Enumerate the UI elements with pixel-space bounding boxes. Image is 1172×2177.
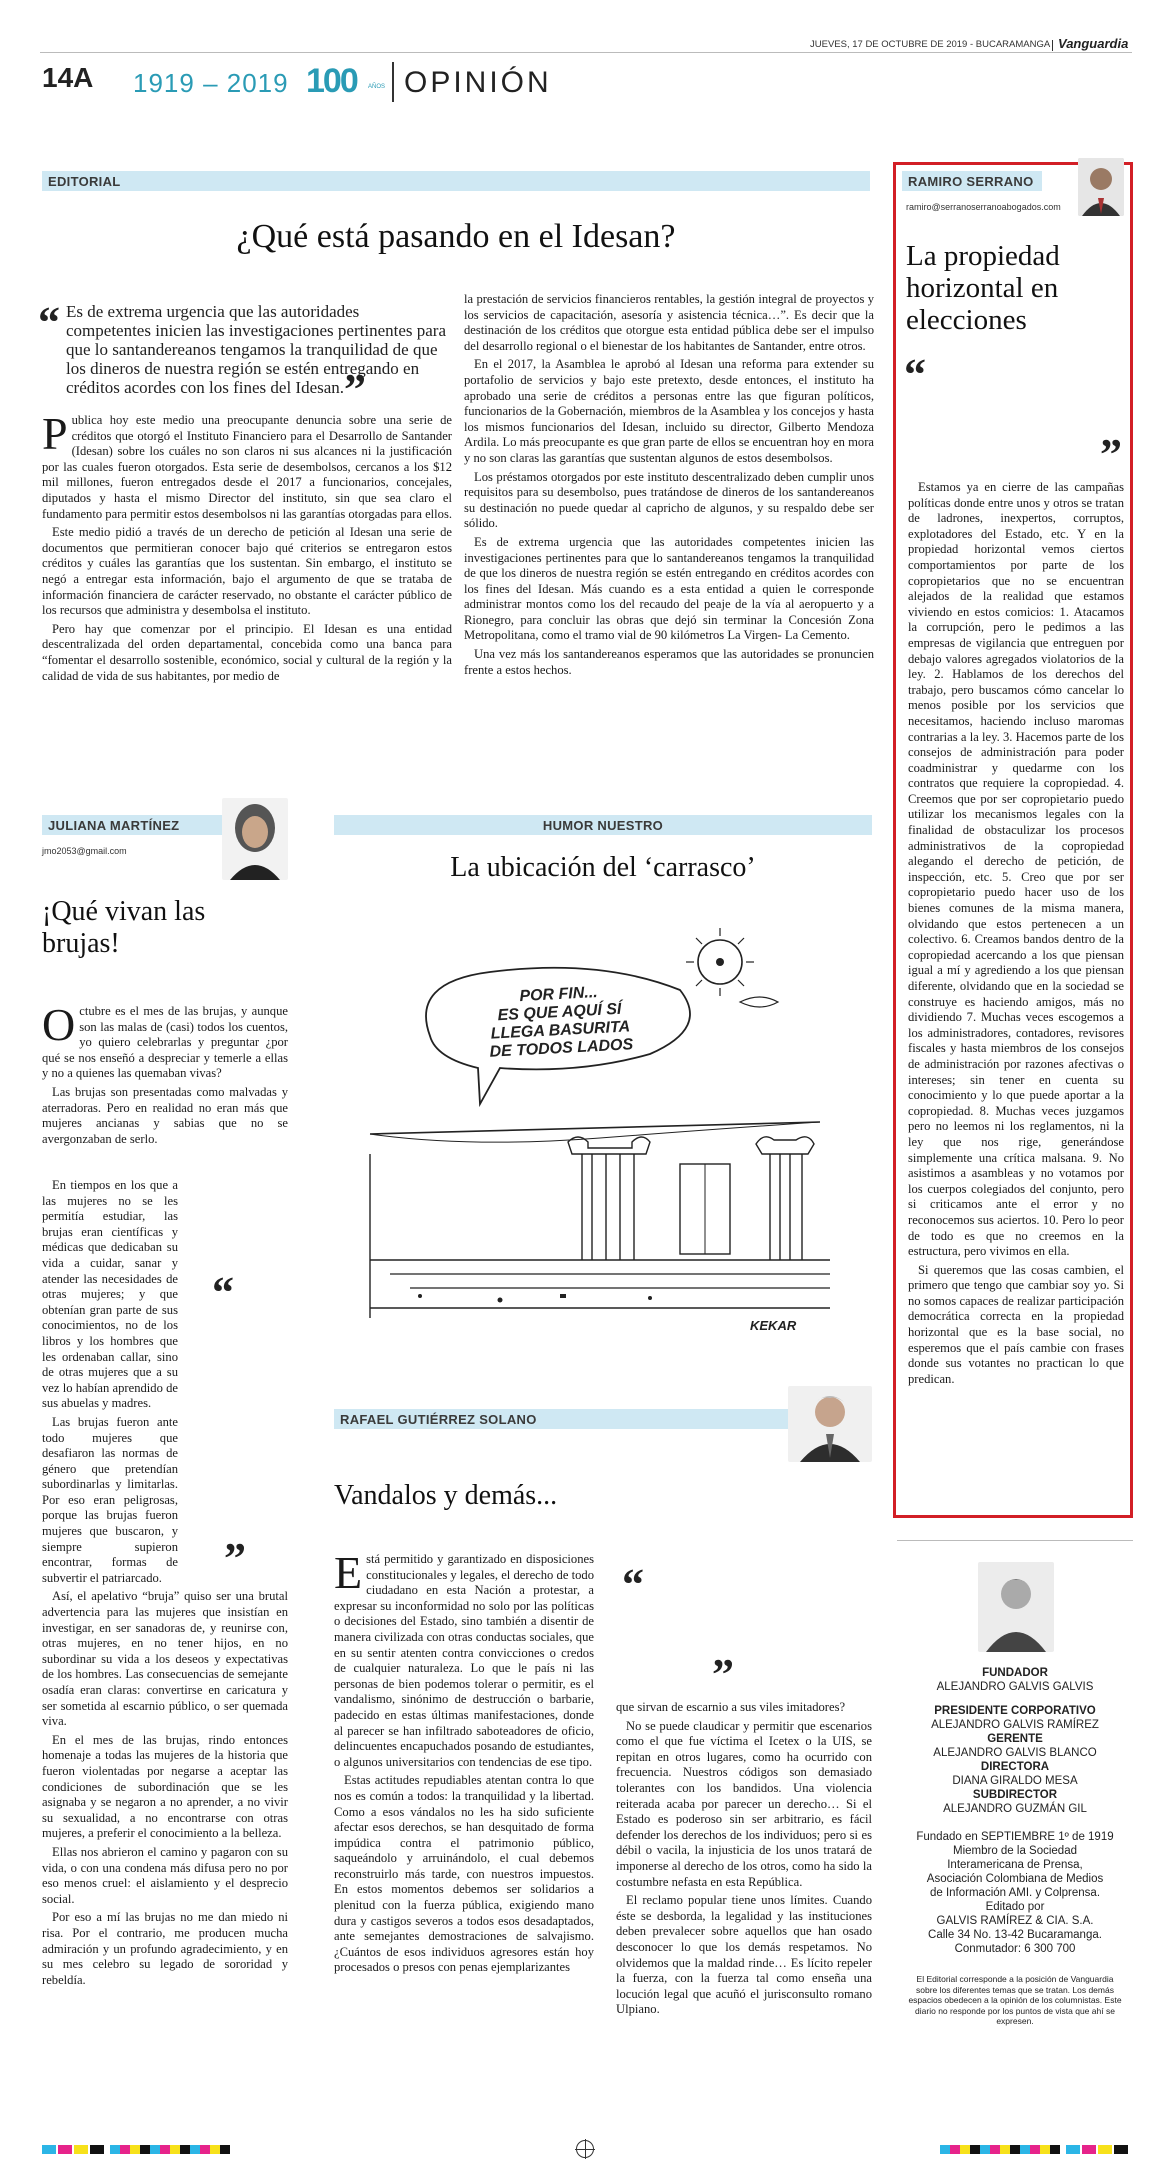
print-color-bars: [0, 2140, 1172, 2160]
solano-paragraph: El reclamo popular tiene unos límites. Cuando éste se desborda, la legalidad y las instituciones deben prevalecer sobre aquellos que han osado desconocer lo que los demás respetamos. No olvidemos que la maldad rinde… Es lícito repeler la fuerza, con la fuerza tal como enseña una locución legal que acuñó el jurisconsulto romano Ulpiano.: [616, 1893, 872, 2017]
member-line-1: Miembro de la Sociedad: [952, 1845, 1077, 1857]
martinez-avatar: [222, 798, 288, 880]
martinez-dropcap: O: [42, 999, 76, 1050]
humor-title: La ubicación del ‘carrasco’: [450, 852, 756, 883]
editorial-paragraph: Los préstamos otorgados por este instituto descentralizado deben cumplir unos requisitos para su desembolso, pues tratándose de dineros de los santandereanos su destinación no puede quedar al capricho de algunos, y su respaldo debe ser sólido.: [464, 469, 874, 531]
editorial-paragraph: Pero hay que comenzar por el principio. El Idesan es una entidad descentralizada del orden departamental, concebida como una banca para “fomentar el desarrollo sostenible, económico, social y cultural de la región y la calidad de vida de sus habitantes, por medio de: [42, 621, 452, 683]
solano-p1: stá permitido y garantizado en disposiciones constitucionales y legales, el derecho de todo ciudadano en esta Nación a protestar, a expresar su inconformidad no solo por las políticas o decisiones del Estado, sino también a disentir de manera civilizada con otras conductas sociales, que en su sentir atenten contra convicciones o credos de cualquier naturaleza. Lo que le país ni las personas de bien podemos tolerar o permitir, es el vandalismo, sinónimo de destrucción o barbarie, padecido en estas últimas manifestaciones, donde al parecer se han infiltrado saboteadores de oficio, delincuentes encapuchados posando de estudiantes, o algunos universitarios con tendencias de ese tipo.: [334, 1552, 594, 1769]
director-name: DIANA GIRALDO MESA: [952, 1775, 1078, 1787]
martinez-paragraph: En el mes de las brujas, rindo entonces homenaje a todas las mujeres de la historia que fueron violentadas por negarse a aceptar las condiciones de subordinación que se les asignaba y se negaron a no aprender, a no vivir su sexualidad, a no encontrarse con otras mujeres, a preferir el conocimiento a la belleza.: [42, 1732, 288, 1841]
serrano-close-quote-icon: ”: [1100, 430, 1122, 479]
editorial-label: EDITORIAL: [48, 173, 121, 189]
solano-close-quote-icon: ”: [712, 1650, 734, 1699]
editorial-paragraph: Una vez más los santandereanos esperamos que las autoridades se pronuncien frente a estos hechos.: [464, 647, 874, 677]
masthead: [897, 1666, 1133, 2027]
member-line-2: Interamericana de Prensa,: [947, 1859, 1083, 1871]
dateline: JUEVES, 17 DE OCTUBRE DE 2019 - BUCARAMANGA: [810, 39, 1051, 50]
phone-line: Conmutador: 6 300 700: [954, 1943, 1076, 1955]
serrano-paragraph: Si queremos que las cosas cambien, el primero que tengo que cambiar soy yo. Si no somos capaces de realizar participación democrática correcta en la propiedad horizontal que es la base social, no esperemos que el país cambie con frases donde sus votantes no practican lo que predican.: [908, 1262, 1124, 1386]
color-bar-black: [90, 2145, 104, 2154]
color-bar-yellow: [74, 2145, 88, 2154]
serrano-avatar: [1078, 158, 1124, 216]
member-line-3: Asociación Colombiana de Medios: [926, 1873, 1104, 1885]
editorial-paragraph: Este medio pidió a través de un derecho de petición al Idesan una serie de documentos que permitieran conocer bajo qué criterios se entregaron estos créditos y cuáles las garantías que los sustentan. Sin embargo, el instituto se negó a entregar esta información, bajo el argumento de que se trataba de información financiera de carácter reservado, no obstante el carácter público de los recursos que administra y desembolsa el instituto.: [42, 525, 452, 618]
subdirector-name: ALEJANDRO GUZMÁN GIL: [943, 1803, 1087, 1815]
color-bar-magenta: [58, 2145, 72, 2154]
manager-name: ALEJANDRO GALVIS BLANCO: [933, 1747, 1097, 1759]
cartoon-image: [350, 918, 850, 1346]
solano-paragraph: Estas actitudes repudiables atentan contra lo que nos es común a todos: la tranquilidad y la libertad. Como a esos vándalos no les ha sido suficiente afectar esos derechos, se han desquitado de forma impúdica contra el patrimonio público, saqueándolo y arruinándolo, el cual debemos reconstruirlo más tarde, con nuestros impuestos. En estos momentos debemos ser solidarios a plenitud con la fuerza pública, exigiendo mano dura y castigos severos a todos esos desadaptados, ante semejantes demostraciones de salvajismo. ¿Cuántos de esos individuos agresores están hoy procesados o presos con penas ejemplarizantes: [334, 1773, 594, 1975]
solano-open-quote-icon: “: [622, 1560, 644, 1609]
editorial-paragraph: Es de extrema urgencia que las autoridades competentes inicien las investigaciones pertinentes para que lo santandereanos tengamos la tranquilidad de que los dineros de nuestra región se estén entregando en créditos acordes con los fines del Idesan. Más cuando es a esta entidad a quien le corresponde administrar montos como los del recaudo del peaje de la vía al aeropuerto y a Rionegro, para concluir las obras que dejó sin terminar la Concesión Zona Metropolitana, como el tramo vial de 90 kilómetros La Virgen- La Cemento.: [464, 534, 874, 643]
header-rule: [40, 52, 1132, 53]
solano-dropcap: E: [334, 1547, 363, 1598]
close-quote-icon: ”: [344, 365, 366, 414]
section-title: OPINIÓN: [404, 66, 552, 99]
serrano-body: [908, 480, 1124, 1390]
manager-label: GERENTE: [987, 1733, 1043, 1745]
martinez-paragraph: Así, el apelativo “bruja” quiso ser una brutal advertencia para las mujeres que insistían en investigar, en ser sanadoras de, y reunirse con, otras mujeres, en no tener hijos, en no subordinar su vida a los deseos y expectativas de los hombres. Las consecuencias de semejante osadía eran claras: convertirse en caricatura y ser sometida al escarnio público, o ser quemada viva.: [42, 1589, 288, 1729]
section-divider: [392, 62, 394, 102]
page-number: 14A: [42, 62, 94, 93]
martinez-paragraph: Ellas nos abrieron el camino y pagaron con su vida, o con una condena más difusa pero no por eso menos cruel: el aislamiento y el desprecio social.: [42, 1844, 288, 1906]
editorial-title: ¿Qué está pasando en el Idesan?: [236, 218, 676, 255]
martinez-paragraph: [42, 999, 288, 1082]
masthead-rule: [897, 1540, 1133, 1541]
founder-portrait: [978, 1562, 1054, 1652]
member-line-4: de Información AMI. y Colprensa.: [929, 1887, 1101, 1899]
editorial-label-bar: [42, 171, 870, 191]
president-label: PRESIDENTE CORPORATIVO: [934, 1705, 1096, 1717]
martinez-open-quote-icon: “: [212, 1268, 234, 1317]
color-bar-strip-left: [110, 2145, 230, 2154]
solano-column-2: [616, 1700, 872, 2021]
martinez-author: JULIANA MARTÍNEZ: [48, 817, 180, 833]
bubble-line-2: ES QUE AQUÍ SÍ: [497, 1000, 622, 1025]
color-bar-black-right: [1114, 2145, 1128, 2154]
color-bar-yellow-right: [1098, 2145, 1112, 2154]
anniversary-word: AÑOS: [368, 84, 386, 90]
humor-label: HUMOR NUESTRO: [542, 817, 664, 833]
bubble-line-4: DE TODOS LADOS: [489, 1036, 634, 1061]
martinez-p1: ctubre es el mes de las brujas, y aunque son las malas de (casi) todos los cuentos, yo quiero celebrarlas y preguntar ¿por qué se nos enseñó a despreciar y temerle a ellas y no a quienes las quemaban vivas?: [42, 1004, 288, 1081]
editorial-column-1: [38, 298, 453, 687]
editorial-column-2: [464, 292, 874, 681]
bubble-line-3: LLEGA BASURITA: [490, 1018, 631, 1043]
humor-label-bar: [334, 815, 872, 835]
anniversary-years: 1919 – 2019: [133, 68, 289, 98]
serrano-author: RAMIRO SERRANO: [908, 173, 1034, 189]
director-label: DIRECTORA: [980, 1761, 1050, 1773]
serrano-title: La propiedad horizontal en elecciones: [906, 240, 1060, 336]
martinez-paragraph: Las brujas son presentadas como malvadas y aterradoras. Pero en realidad no eran más que mujeres ancianas y sabias que no se avergonzaban de serlo.: [42, 1084, 288, 1146]
martinez-paragraph: En tiempos en los que a las mujeres no se les permitía estudiar, las brujas eran científicas y médicas que dedicaban su vida a cuidar, sanar y atender las necesidades de otras mujeres; y que obtenían gran parte de sus conocimientos, no de los libros y los hombres que les ordenaban callar, sino de otras mujeres que a su vez lo habían aprendido de sus abuelas y madres.: [42, 1178, 178, 1411]
solano-label-bar: [334, 1409, 804, 1429]
color-bar-magenta-right: [1082, 2145, 1096, 2154]
solano-paragraph: [334, 1547, 594, 1770]
martinez-body-top: [42, 999, 288, 1150]
martinez-close-quote-icon: ”: [224, 1534, 246, 1583]
serrano-email: ramiro@serranoserranoabogados.com: [906, 202, 1061, 212]
subdirector-label: SUBDIRECTOR: [972, 1789, 1058, 1801]
anniversary-number: 100: [306, 62, 357, 100]
editorial-pullquote: Es de extrema urgencia que las autoridades competentes inicien las investigaciones pertinentes para que lo santandereanos tengamos la tranquilidad de que los dineros de nuestra región se estén entregando en créditos acordes con los fines del Idesan.: [66, 302, 447, 397]
dateline-divider: [1052, 40, 1053, 51]
serrano-label-bar: [902, 171, 1042, 191]
martinez-title: ¡Qué vivan las brujas!: [42, 896, 206, 959]
founder-name: ALEJANDRO GALVIS GALVIS: [936, 1681, 1094, 1693]
editorial-paragraph: [42, 408, 453, 522]
cartoon-speech-bubble: [448, 980, 671, 1063]
registration-mark-icon: [576, 2140, 594, 2158]
martinez-email: jmo2053@gmail.com: [42, 846, 127, 856]
brand-logo: Vanguardia: [1058, 36, 1129, 51]
serrano-paragraph: Estamos ya en cierre de las campañas políticas donde entre unos y otros se tratan de ladrones, inexpertos, corruptos, explotadores del Estado, etc. Y en la propiedad horizontal vemos ciertos comportamientos por parte de los copropietarios que no se encuentran alejados de la realidad que estamos viviendo en estos comicios: 1. Atacamos la corrupción, pero le pedimos a las empresas de vigilancia que entreguen por debajo valores agregados violatorios de la ley. 2. Hablamos de los derechos del trabajo, pero buscamos cómo cancelar lo menos posible por los servicios que necesitamos, haciendo incluso maromas contrarias a la ley. 3. Hacemos parte de los consejos de administración para poder coadministrar y quedarme con los contratos que requiere la copropiedad. 4. Creemos que por ser copropietario puedo utilizar los mecanismos legales con la finalidad de obstaculizar los procesos administrativos de la copropiedad alegando el derecho de petición, de inspección, etc. 5. Creo que por ser copropietario puedo hacer uso de los bienes comunes de la misma manera, olvidando que estos pertenecen a un colectivo. 6. Creamos bandos dentro de la copropiedad acercando a los que piensan igual a mí y agrediendo a los que piensan diferente, olvidando que en la sociedad se construye es haciendo amigos, más no dividiendo 7. Muchas veces escogemos a los administradores, contadores, revisores fiscales y hasta miembros de los consejos de administración por razones afectivas o intereses; sin tener en cuenta su conocimiento y lo que puede aportar a la copropiedad. 8. Muchas veces juzgamos pero no leemos ni los reglamentos, ni la ley que nos rige, generándose simplemente una crítica malsana. 9. No asistimos a asambleas y no votamos por los cuerpos colegiados del conjunto, pero si criticamos ante el error y no reconocemos sus aciertos. 10. Pero lo peor de todo es que no creemos en la estructura, pero vivimos en ella.: [908, 480, 1124, 1259]
martinez-paragraph: Por eso a mí las brujas no me dan miedo ni risa. Por el contrario, me producen mucha admiración y un profundo agradecimiento, y en su mes celebro su legado de sororidad y rebeldía.: [42, 1910, 288, 1987]
masthead-note: El Editorial corresponde a la posición de Vanguardia sobre los diferentes temas que se tratan. Los demás espacios obedecen a la opinión de los columnistas. Este diario no responde por los puntos de vista que ahí se expresen.: [908, 1974, 1122, 2026]
open-quote-icon: “: [38, 298, 60, 347]
martinez-body-wrap: [42, 1178, 288, 1991]
bubble-line-1: POR FIN...: [519, 984, 599, 1006]
address-line: Calle 34 No. 13-42 Bucaramanga.: [928, 1929, 1102, 1941]
company-line-2: GALVIS RAMÍREZ & CIA. S.A.: [936, 1915, 1094, 1927]
solano-paragraph: que sirvan de escarnio a sus viles imitadores?: [616, 1700, 846, 1714]
color-bar-cyan-right: [1066, 2145, 1080, 2154]
color-bar-cyan: [42, 2145, 56, 2154]
anniversary-logo: [306, 64, 386, 104]
martinez-label-bar: [42, 815, 222, 835]
color-bar-strip-right: [940, 2145, 1060, 2154]
martinez-quote-space: [178, 1178, 288, 1583]
solano-avatar: [788, 1386, 872, 1462]
president-name: ALEJANDRO GALVIS RAMÍREZ: [931, 1719, 1099, 1731]
editorial-paragraph: la prestación de servicios financieros rentables, la gestión integral de proyectos y los servicios de capacitación, asesoría y asistencia técnica…”. Es decir que la destinación de los créditos que otorgue esta entidad pública debe ser el impulso del desarrollo regional o el bienestar de los habitantes de Santander, entre otros.: [464, 292, 874, 353]
solano-column-1: [334, 1547, 594, 1979]
editorial-p1: ublica hoy este medio una preocupante denuncia sobre una serie de créditos que otorgó el Instituto Financiero para el Desarrollo de Santander (Idesan) sobre los cuáles no son claros ni sus alcances ni la justificación por las cuales fueron otorgados. Esta serie de desembolsos, cercanos a los $12 mil millones, fueron entregados desde el 2017 a funcionarios, concejales, diputados y hasta el mismo Director del instituto, sin que sea claro el fundamento para permitir estos desembolsos ni las garantías otorgadas para ellos.: [42, 413, 453, 521]
editorial-dropcap: P: [42, 408, 68, 459]
martinez-paragraph: Las brujas fueron ante todo mujeres que desafiaron las normas de género que pretendían subordinarlas y limitarlas. Por eso eran peligrosas, porque las brujas fueron mujeres que buscaron, y siempre supieron encontrar, formas de subvertir el patriarcado.: [42, 1414, 178, 1585]
solano-title: Vandalos y demás...: [334, 1480, 558, 1511]
editorial-paragraph: En el 2017, la Asamblea le aprobó al Idesan una reforma para extender su portafolio de servicios y bajo este pretexto, desde entonces, el instituto ha aprobado una serie de créditos a personas entre las que figuran políticos, funcionarios de la Gobernación, miembros de la Asamblea y los concejos y hasta los mismos funcionarios del Idesan, incluido su director, Gilberto Mendoza Ardila. Lo más preocupante es que gran parte de ellos se encuentran hoy en mora y no son claras las garantías que sustentan algunos de estos desembolsos.: [464, 357, 874, 465]
company-line-1: Editado por: [985, 1901, 1045, 1913]
serrano-open-quote-icon: “: [904, 350, 926, 399]
founder-label: FUNDADOR: [982, 1667, 1048, 1679]
solano-author: RAFAEL GUTIÉRREZ SOLANO: [340, 1411, 537, 1427]
cartoon-signature: KEKAR: [750, 1318, 797, 1333]
founded-line: Fundado en SEPTIEMBRE 1º de 1919: [916, 1831, 1114, 1843]
solano-paragraph: No se puede claudicar y permitir que escenarios como el que fue víctima el Icetex o la UIS, se repitan en otros lugares, como ha ocurrido con frecuencia. Nuestros códigos son demasiado tolerantes con los bandidos. Una violencia reiterada acaba por parecer un derecho… Si el Estado es poderoso sin ser arbitrario, es fácil defender los derechos de los individuos; pero si es débil o vacila, la injusticia de los unos tratará de imponerse al derecho de los otros, como ha sido la costumbre nefasta en esta República.: [616, 1718, 872, 1889]
